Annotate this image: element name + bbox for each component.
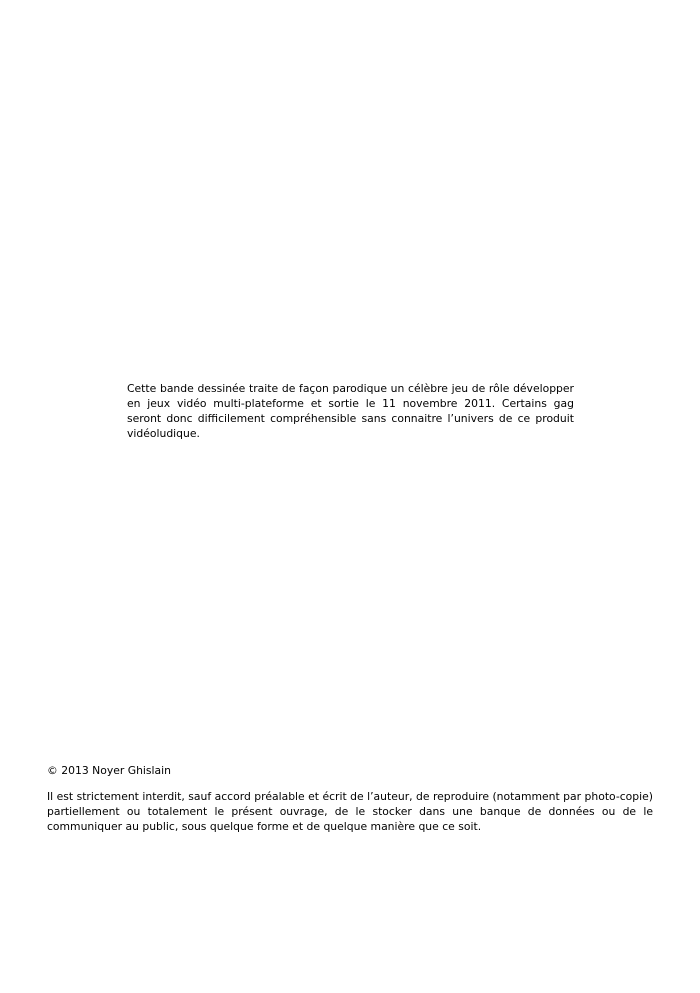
legal-notice: Il est strictement interdit, sauf accord préalable et écrit de l’auteur, de reproduire (notamment par photo-copie) partiellement ou totalement le présent ouvrage, de le stocker dans une banque de données ou de le communiquer au public, sous quelque forme et de quelque manière que ce soit. — [47, 790, 653, 833]
copyright-notice: © 2013 Noyer Ghislain — [47, 764, 172, 777]
intro-paragraph: Cette bande dessinée traite de façon parodique un célèbre jeu de rôle développer en jeux vidéo multi-plateforme et sortie le 11 novembre 2011. Certains gag seront donc difficilement compréhensible sans connaitre l’univers de ce produit vidéoludique. — [127, 382, 574, 440]
